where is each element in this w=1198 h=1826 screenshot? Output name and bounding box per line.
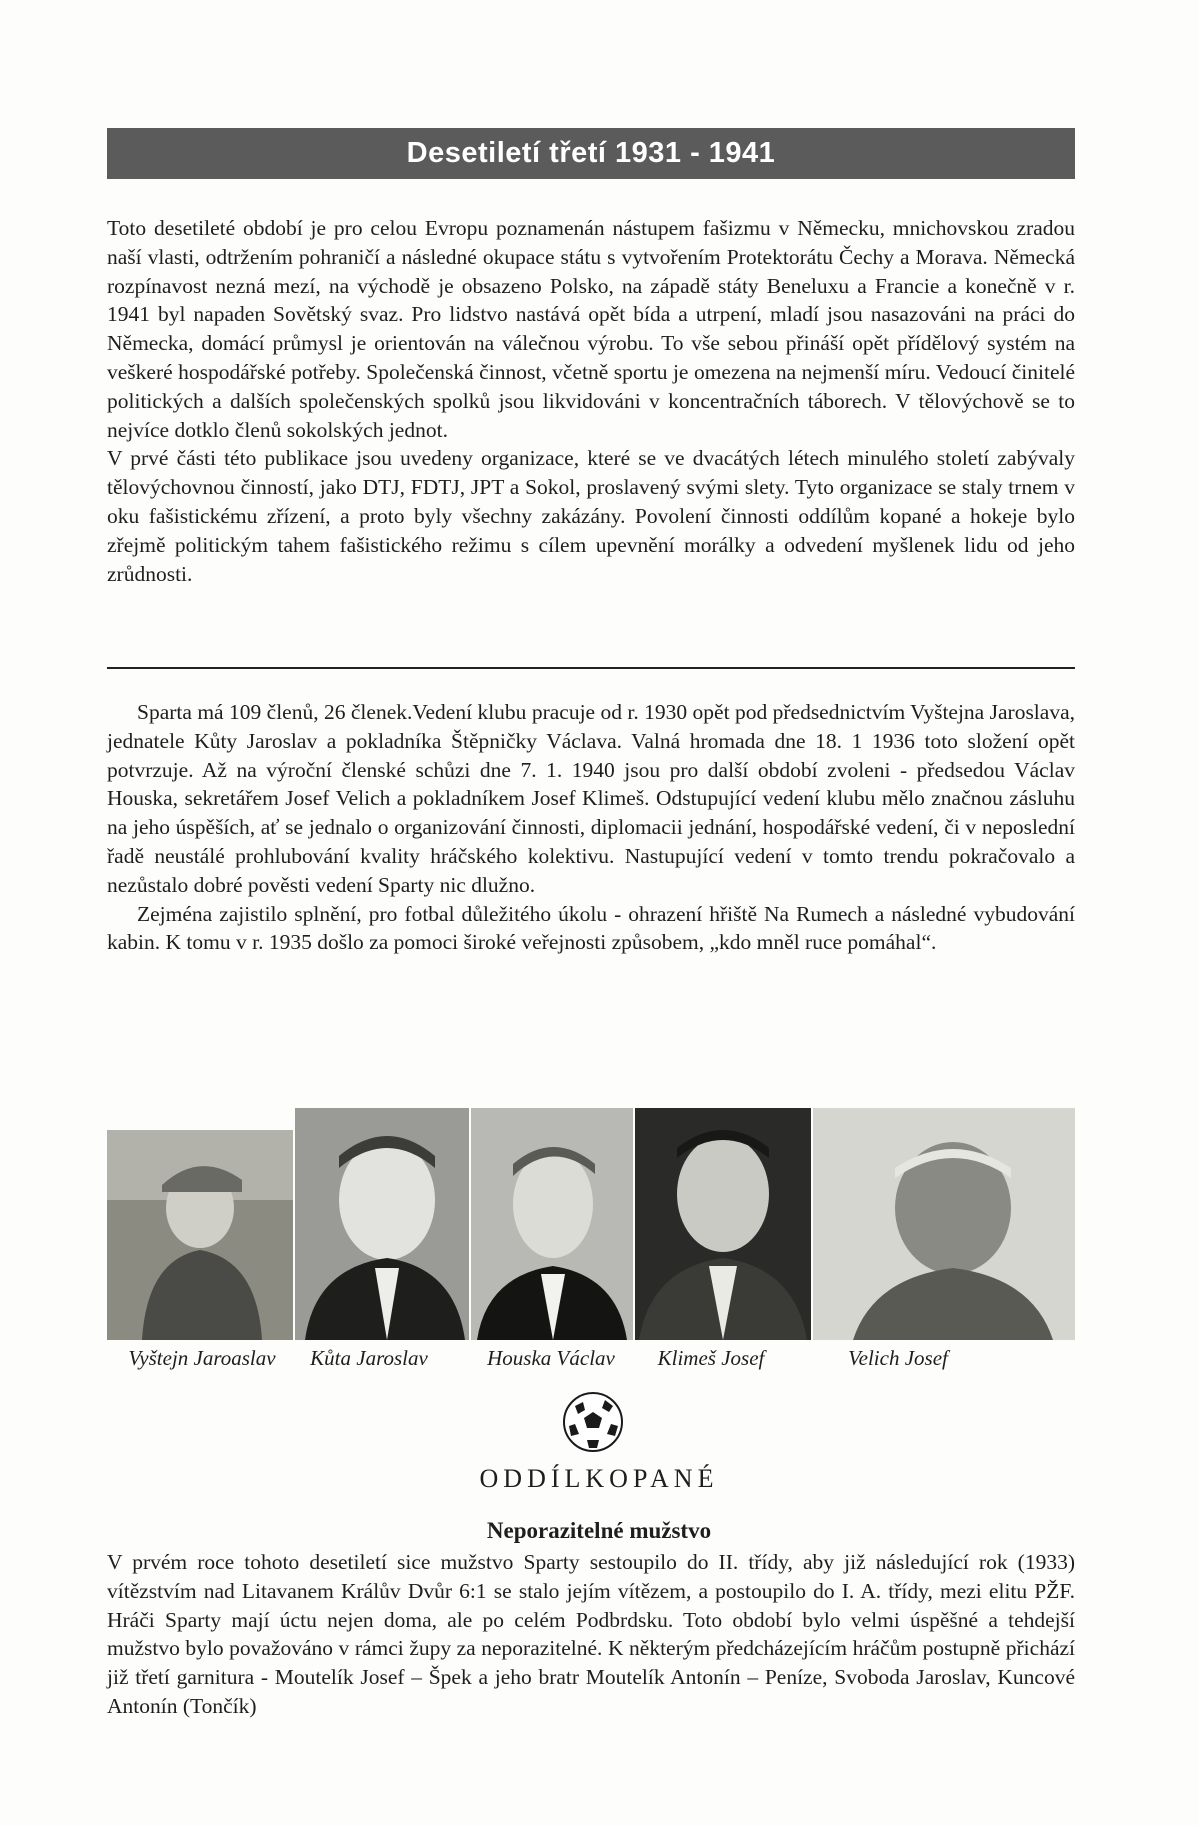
portrait-photo-houska — [471, 1108, 633, 1340]
portrait-captions — [0, 1346, 1198, 1376]
section-subheading: Neporazitelné mužstvo — [486, 1518, 712, 1543]
section-paragraph: V prvém roce tohoto desetiletí sice mužstvo Sparty sestoupilo do II. třídy, aby již následující rok (1933) vítězstvím nad Litavanem Králův Dvůr 6:1 se stalo jejím vítězem, a postoupilo do I. A. třídy, mezi elitu PŽF. Hráči Sparty mají úctu nejen doma, ale po celém Podbrdsku. Toto období bylo velmi úspěšné a tehdejší mužstvo bylo považováno v rámci župy za neporazitelné. K některým předcházejícím hráčům postupně přichází již třetí garnitura - Moutelík Josef – Špek a jeho bratr Moutelík Antonín – Peníze, Svoboda Jaroslav, Kuncové Antonín (Tončík) — [107, 1550, 1075, 1718]
caption-kuta: Kůta Jaroslav — [310, 1346, 428, 1370]
intro-text — [107, 214, 1075, 588]
portrait-photo-velich — [813, 1108, 1075, 1340]
caption-vystejn: Vyštejn Jaroaslav — [128, 1346, 276, 1370]
section-title: ODDÍLKOPANÉ — [479, 1464, 719, 1493]
caption-klimes: Klimeš Josef — [657, 1346, 765, 1370]
section-banner — [107, 128, 1075, 179]
intro-paragraph-1: Toto desetileté období je pro celou Evropu poznamenán nástupem fašizmu v Německu, mnichovskou zradou naší vlasti, odtržením pohraničí a následné okupace státu s vytvořením Protektorátu Čechy a Morava. Německá rozpínavost nezná mezí, na východě je obsazeno Polsko, na západě státy Beneluxu a Francie a konečně v r. 1941 byl napaden Sovětský svaz. Pro lidstvo nastává opět bída a utrpení, mladí jsou nasazováni na práci do Německa, domácí průmysl je orientován na válečnou výrobu. To vše sebou přináší opět přídělový systém na veškeré hospodářské potřeby. Společenská činnost, včetně sportu je omezena na nejmenší míru. Vedoucí činitelé politických a dalších společenských spolků jsou likvidováni v koncentračních táborech. V tělovýchově se to nejvíce dotklo členů sokolských jednot. — [107, 216, 1075, 442]
portrait-photo-klimes — [635, 1108, 811, 1340]
club-text — [107, 698, 1075, 957]
soccer-ball-icon — [561, 1390, 625, 1454]
club-paragraph-1: Sparta má 109 členů, 26 členek.Vedení klubu pracuje od r. 1930 opět pod předsednictvím Vyštejna Jaroslava, jednatele Kůty Jaroslav a pokladníka Štěpničky Václava. Valná hromada dne 18. 1 1936 toto složení opět potvrzuje. Až na výroční členské schůzi dne 7. 1. 1940 jsou pro další období zvoleni - předsedou Václav Houska, sekretářem Josef Velich a pokladníkem Josef Klimeš. Odstupující vedení klubu mělo značnou zásluhu na jeho úspěších, ať se jednalo o organizování činnosti, diplomacii jednání, hospodářské vedení, či v neposlední řadě neustálé prohlubování kvality hráčského kolektivu. Nastupující vedení v tomto trendu pokračovalo a nezůstalo dobré pověsti vedení Sparty nic dlužno. — [107, 700, 1075, 897]
caption-houska: Houska Václav — [487, 1346, 615, 1370]
portrait-photo-vystejn — [107, 1130, 293, 1340]
divider-line — [107, 667, 1075, 669]
caption-velich: Velich Josef — [848, 1346, 948, 1370]
club-paragraph-2: Zejména zajistilo splnění, pro fotbal důležitého úkolu - ohrazení hřiště Na Rumech a následné vybudování kabin. K tomu v r. 1935 došlo za pomoci široké veřejnosti způsobem, „kdo mněl ruce pomáhal“. — [107, 901, 1075, 955]
intro-paragraph-2: V prvé části této publikace jsou uvedeny organizace, které se ve dvacátých létech minulého století zabývaly tělovýchovnou činností, jako DTJ, FDTJ, JPT a Sokol, proslavený svými slety. Tyto organizace se staly trnem v oku fašistickému zřízení, a proto byly všechny zakázány. Povolení činnosti oddílům kopané a hokeje bylo zřejmě politickým tahem fašistického režimu s cílem upevnění morálky a odvedení myšlenek lidu od jeho zrůdnosti. — [107, 446, 1075, 586]
section-text — [107, 1548, 1075, 1721]
portrait-photo-kuta — [295, 1108, 469, 1340]
page-title: Desetiletí třetí 1931 - 1941 — [406, 137, 776, 169]
